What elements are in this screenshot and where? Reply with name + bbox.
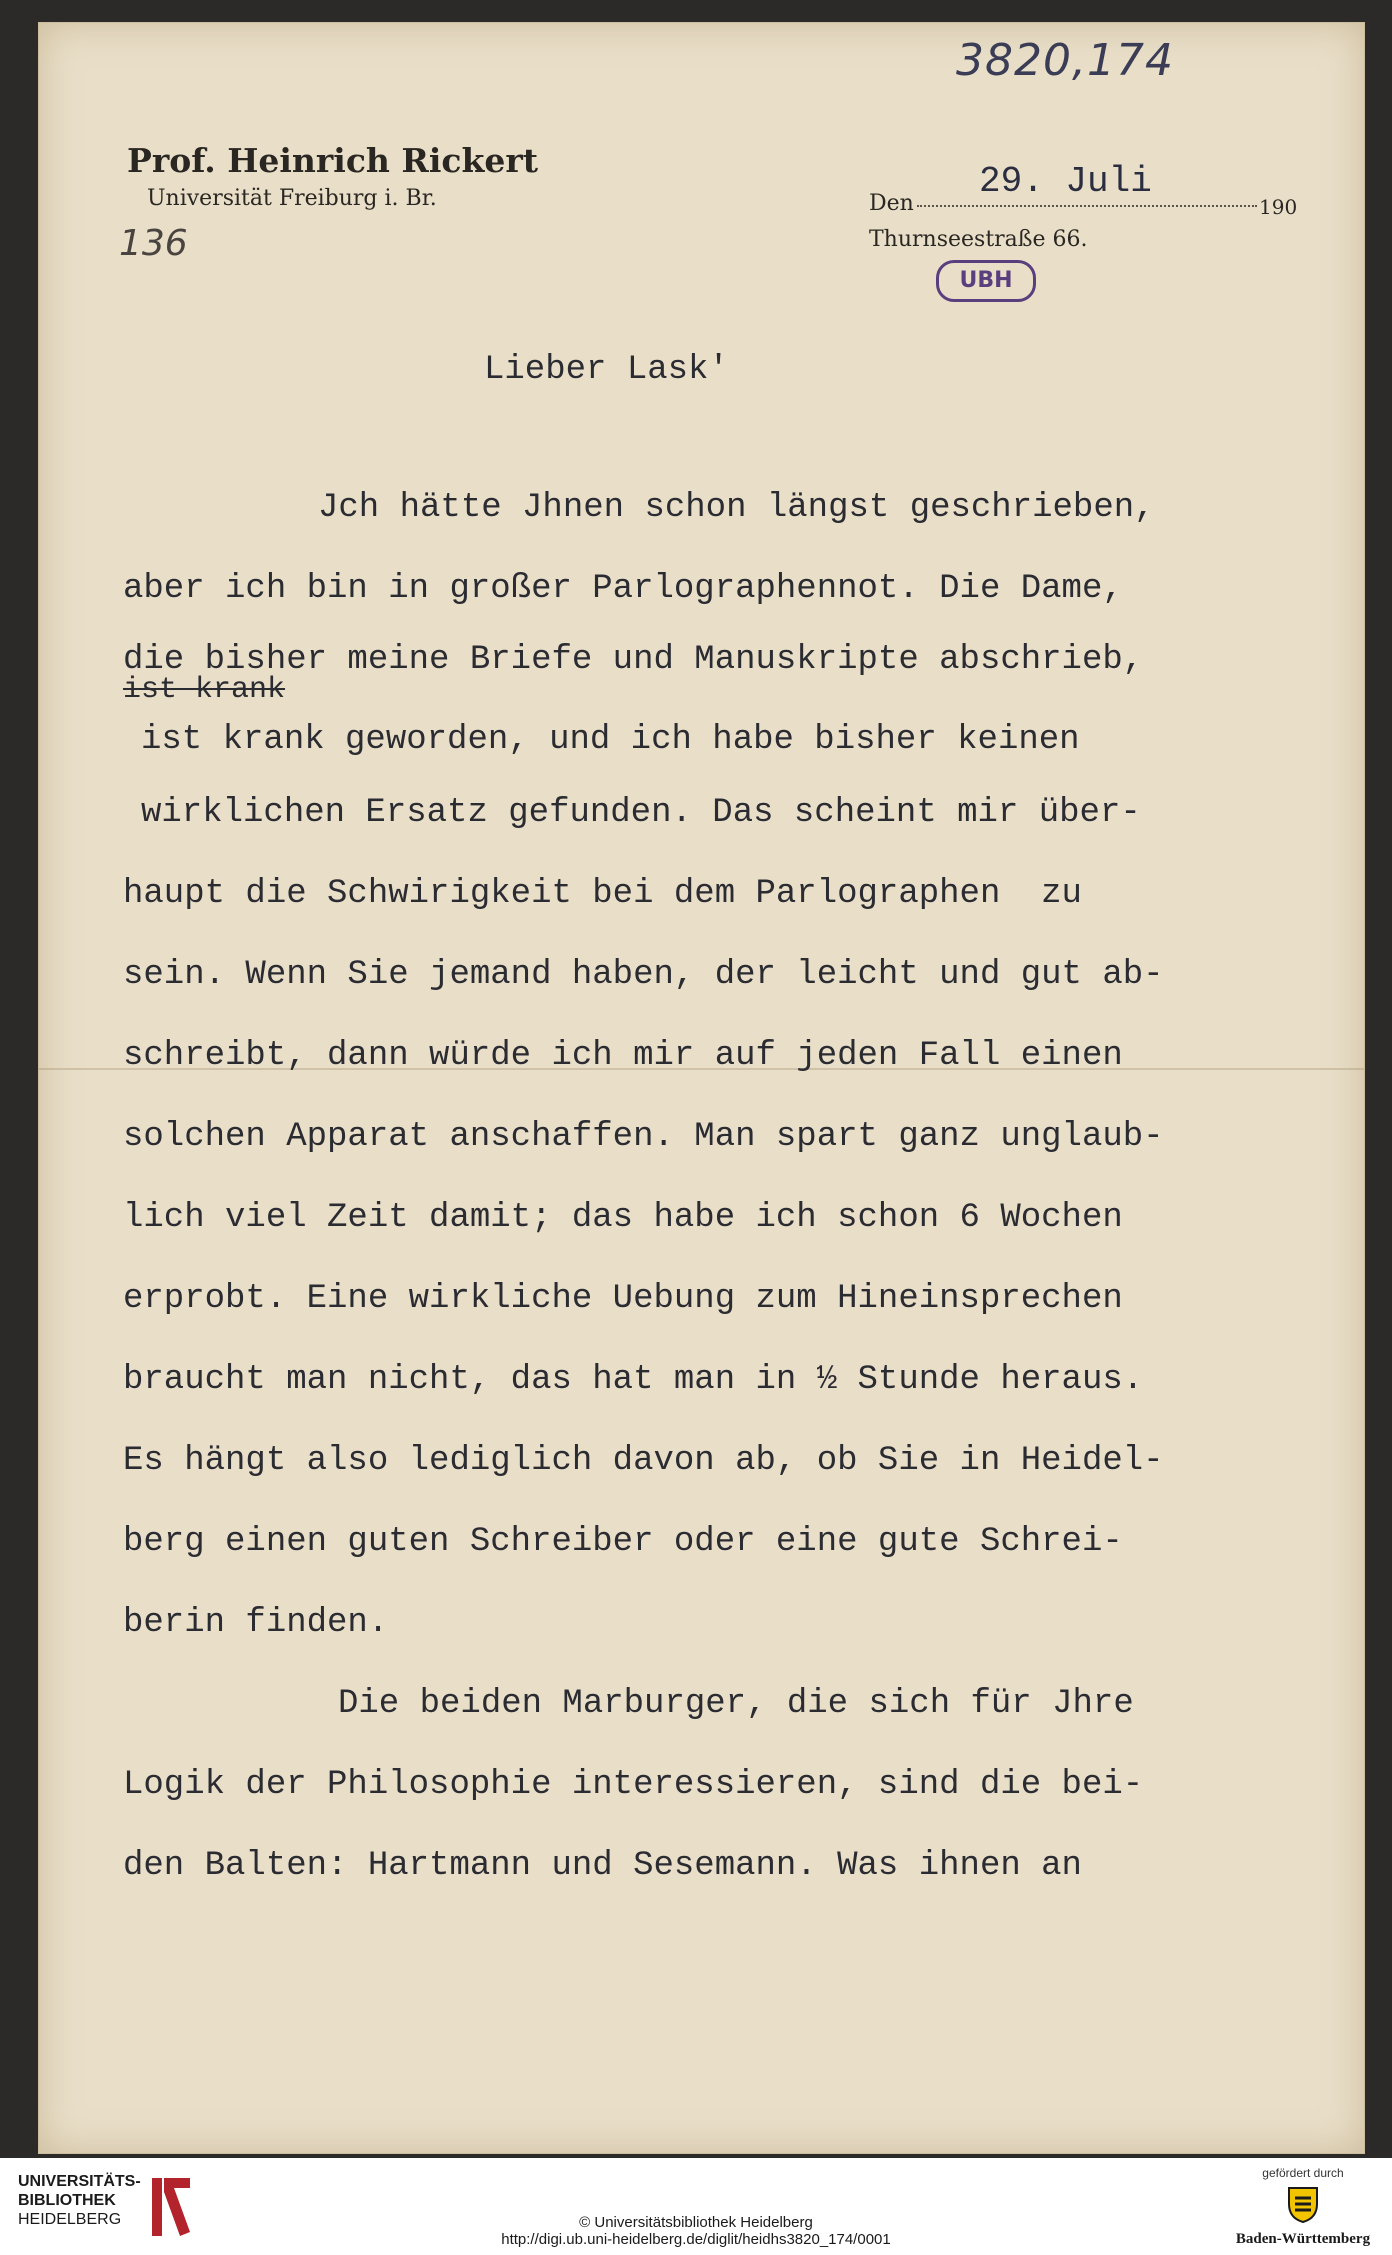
sponsor-label: gefördert durch (1262, 2166, 1344, 2180)
body-line: ist krank geworden, und ich habe bisher keinen (141, 721, 1080, 759)
dateline-year: 190 (1259, 195, 1298, 219)
library-name-line: UNIVERSITÄTS- (18, 2173, 141, 2190)
dateline-dots (917, 205, 1257, 207)
copyright-text: © Universitätsbibliothek Heidelberg (579, 2214, 813, 2231)
body-line: solchen Apparat anschaffen. Man spart ganz unglaub- (123, 1118, 1164, 1156)
sponsor-block (1228, 2166, 1378, 2248)
viewer-footer (0, 2158, 1392, 2255)
dateline-date: 29. Juli (979, 161, 1152, 202)
body-line: erprobt. Eine wirkliche Uebung zum Hineinsprechen (123, 1280, 1123, 1318)
letter-page (38, 22, 1365, 2154)
body-line: berin finden. (123, 1604, 389, 1642)
letterhead-university: Universität Freiburg i. Br. (147, 186, 437, 211)
library-stamp: UBH (936, 260, 1036, 302)
body-line: Es hängt also lediglich davon ab, ob Sie in Heidel- (123, 1442, 1164, 1480)
body-line: berg einen guten Schreiber oder eine gute Schrei- (123, 1523, 1123, 1561)
body-line: lich viel Zeit damit; das habe ich schon 6 Wochen (123, 1199, 1123, 1237)
body-line: Jch hätte Jhnen schon längst geschrieben, (318, 489, 1155, 527)
body-line: die bisher meine Briefe und Manuskripte abschrieb, (123, 641, 1144, 679)
letter-body (123, 468, 1303, 1907)
body-line: sein. Wenn Sie jemand haben, der leicht und gut ab- (123, 956, 1164, 994)
body-line: aber ich bin in großer Parlographennot. Die Dame, (123, 570, 1123, 608)
folio-number: 136 (119, 223, 188, 264)
coat-of-arms-icon (1285, 2184, 1321, 2224)
body-line: schreibt, dann würde ich mir auf jeden Fall einen (123, 1037, 1123, 1075)
dateline-street: Thurnseestraße 66. (869, 227, 1088, 252)
body-line: den Balten: Hartmann und Sesemann. Was ihnen an (123, 1847, 1082, 1885)
salutation: Lieber Lask' (484, 351, 729, 389)
letterhead-name: Prof. Heinrich Rickert (127, 141, 538, 180)
struck-text: ist krank (123, 673, 286, 707)
sponsor-name: Baden-Württemberg (1235, 2231, 1371, 2247)
body-line: haupt die Schwirigkeit bei dem Parlographen zu (123, 875, 1082, 913)
letterhead (127, 141, 538, 211)
dateline-den: Den (869, 191, 914, 216)
body-line: braucht man nicht, das hat man in ½ Stunde heraus. (123, 1361, 1144, 1399)
permalink-url[interactable]: http://digi.ub.uni-heidelberg.de/diglit/heidhs3820_174/0001 (501, 2231, 891, 2248)
body-line: Logik der Philosophie interessieren, sind die bei- (123, 1766, 1144, 1804)
library-name-line: BIBLIOTHEK (18, 2192, 116, 2209)
copyright-block (0, 2214, 1392, 2248)
body-line: Die beiden Marburger, die sich für Jhre (338, 1685, 1134, 1723)
body-line: wirklichen Ersatz gefunden. Das scheint mir über- (141, 794, 1141, 832)
archive-number: 3820,174 (956, 35, 1174, 86)
library-name-line: HEIDELBERG (18, 2211, 122, 2228)
